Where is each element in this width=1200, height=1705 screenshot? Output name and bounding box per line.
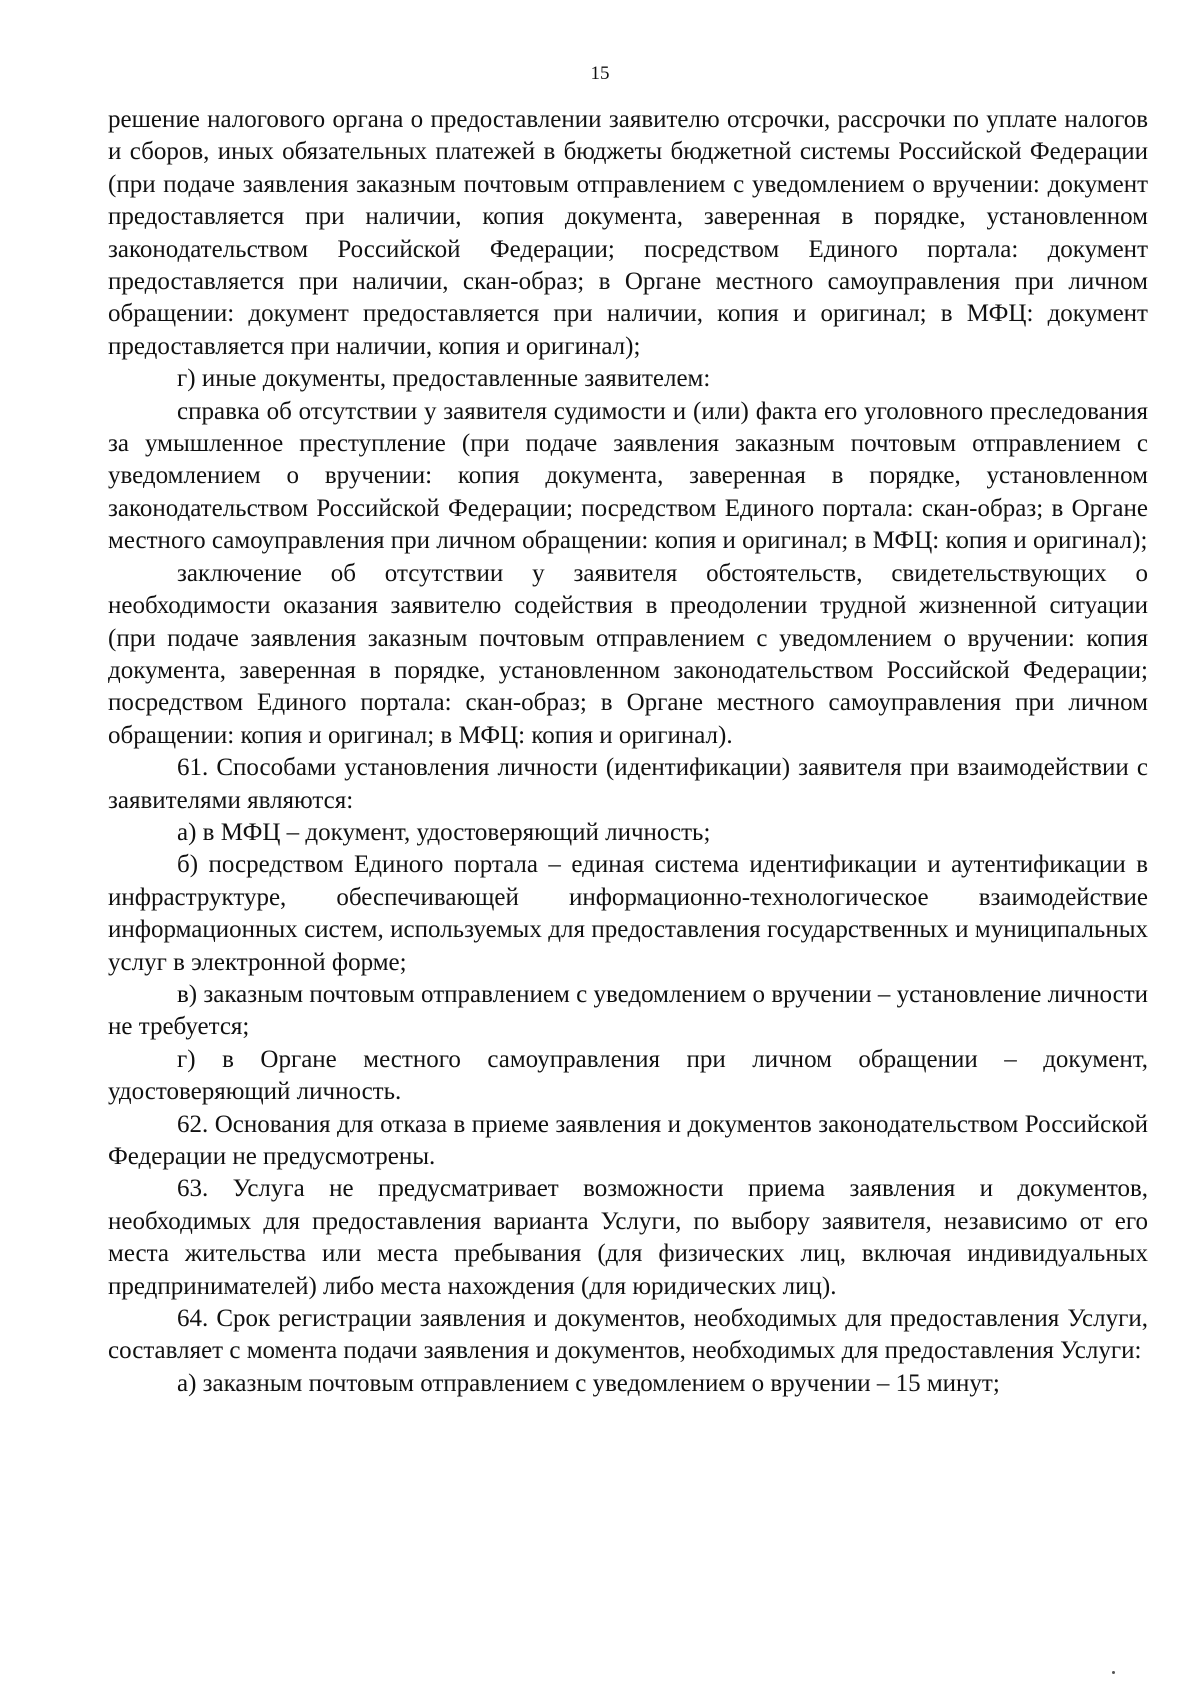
paragraph-64-a: а) заказным почтовым отправлением с уведомлением о вручении – 15 минут; (177, 1369, 1000, 1397)
paragraph-64: 64. Срок регистрации заявления и документов, необходимых для предоставления Услуги, составляет с момента подачи заявления и документов, необходимых для предоставления Услуги: (108, 1305, 1148, 1365)
scan-speck (1112, 1671, 1115, 1674)
paragraph-61: 61. Способами установления личности (идентификации) заявителя при взаимодействии с заявителями являются: (108, 754, 1148, 814)
paragraph-other-documents: г) иные документы, предоставленные заявителем: (177, 365, 711, 393)
paragraph-61-v: в) заказным почтовым отправлением с уведомлением о вручении – установление личности не требуется; (108, 980, 1148, 1041)
paragraph-61-g: г) в Органе местного самоуправления при личном обращении – документ, удостоверяющий личность. (108, 1045, 1148, 1106)
paragraph-criminal-record-certificate: справка об отсутствии у заявителя судимости и (или) факта его уголовного преследования за умышленное преступление (при подаче заявления заказным почтовым отправлением с уведомлением о вручении: копия документа, заверенная в порядке, установленном законодательством Российской Федерации; посредством Единого портала: скан-образ; в Органе местного самоуправления при личном обращении: копия и оригинал; в МФЦ: копия и оригинал); (108, 397, 1148, 555)
document-body (108, 104, 1148, 1400)
paragraph-61-a: а) в МФЦ – документ, удостоверяющий личность; (177, 818, 711, 846)
paragraph-63: 63. Услуга не предусматривает возможности приема заявления и документов, необходимых для предоставления варианта Услуги, по выбору заявителя, независимо от его места жительства или места пребывания (для физических лиц, включая индивидуальных предпринимателей) либо места нахождения (для юридических лиц). (108, 1175, 1148, 1300)
page-number: 15 (590, 63, 610, 84)
paragraph-circumstances-conclusion: заключение об отсутствии у заявителя обстоятельств, свидетельствующих о необходимости оказания заявителю содействия в преодолении трудной жизненной ситуации (при подаче заявления заказным почтовым отправлением с уведомлением о вручении: копия документа, заверенная в порядке, установленном законодательством Российской Федерации; посредством Единого портала: скан-образ; в Органе местного самоуправления при личном обращении: копия и оригинал; в МФЦ: копия и оригинал). (108, 559, 1148, 749)
paragraph-62: 62. Основания для отказа в приеме заявления и документов законодательством Российской Федерации не предусмотрены. (108, 1110, 1148, 1170)
paragraph-61-b: б) посредством Единого портала – единая система идентификации и аутентификации в инфраструктуре, обеспечивающей информационно-технологическое взаимодействие информационных систем, используемых для предоставления государственных и муниципальных услуг в электронной форме; (108, 851, 1148, 976)
paragraph-tax-deferral-decision: решение налогового органа о предоставлении заявителю отсрочки, рассрочки по уплате налогов и сборов, иных обязательных платежей в бюджеты бюджетной системы Российской Федерации (при подаче заявления заказным почтовым отправлением с уведомлением о вручении: документ предоставляется при наличии, копия документа, заверенная в порядке, установленном законодательством Российской Федерации; посредством Единого портала: документ предоставляется при наличии, скан-образ; в Органе местного самоуправления при личном обращении: документ предоставляется при наличии, копия и оригинал; в МФЦ: документ предоставляется при наличии, копия и оригинал); (108, 106, 1148, 360)
